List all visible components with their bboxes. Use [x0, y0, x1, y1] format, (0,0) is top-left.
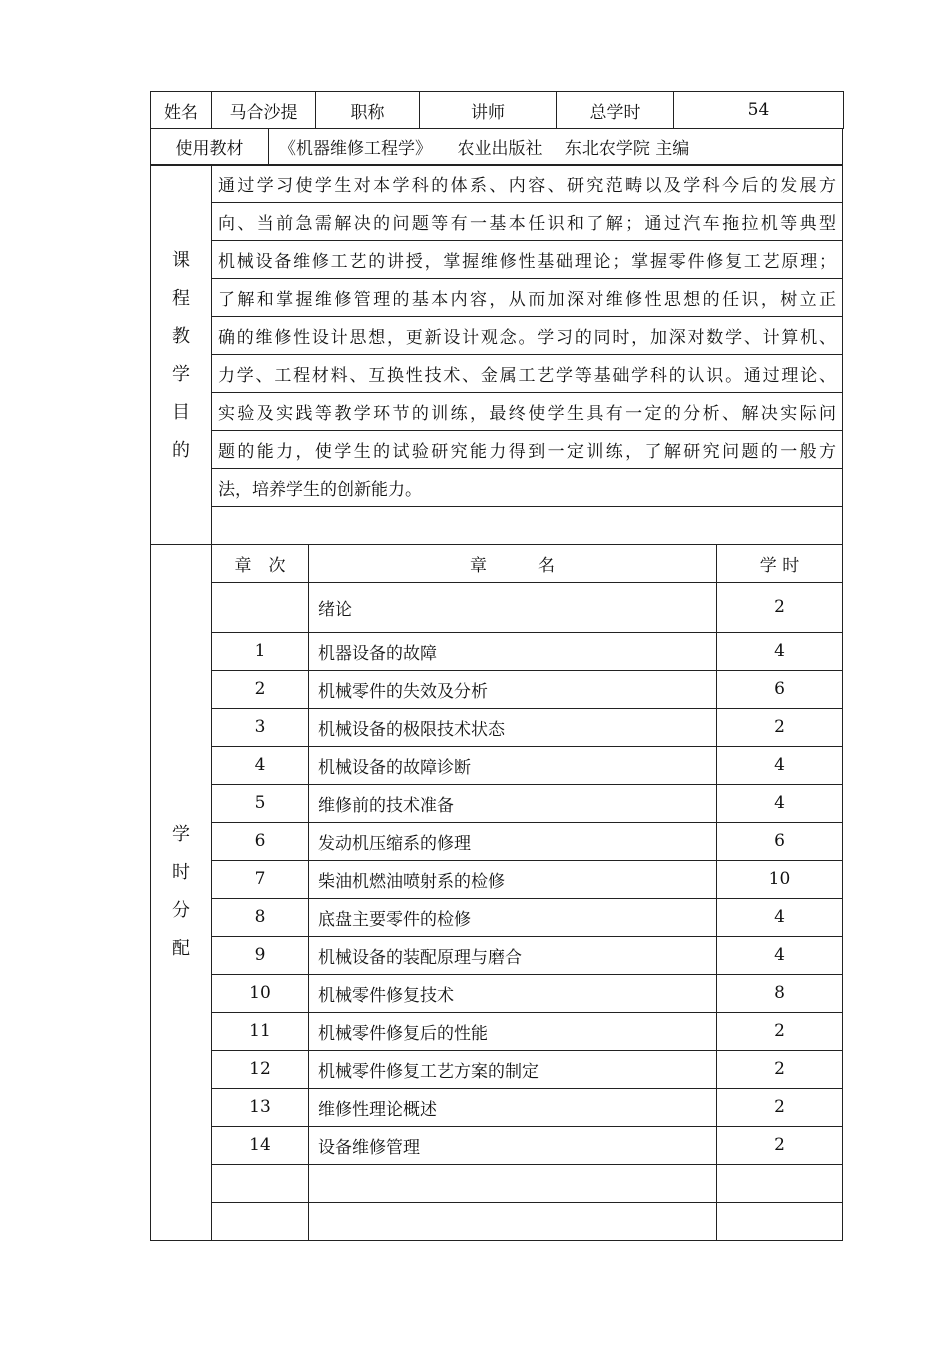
chapter-number: 10	[212, 974, 309, 1012]
chapter-name: 机械设备的故障诊断	[309, 746, 717, 784]
purpose-line: 法，培养学生的创新能力。	[212, 469, 843, 507]
chapter-number: 6	[212, 822, 309, 860]
hours-label: 总学时	[557, 92, 674, 129]
name-label: 姓名	[151, 92, 212, 129]
purpose-line: 了解和掌握维修管理的基本内容，从而加深对维修性思想的任识，树立正	[212, 279, 843, 317]
allocation-table	[150, 544, 843, 1241]
chapter-number: 13	[212, 1088, 309, 1126]
chapter-name: 设备维修管理	[309, 1126, 717, 1164]
purpose-label-char: 目	[172, 401, 190, 423]
chapter-number: 12	[212, 1050, 309, 1088]
chapter-name: 机械零件修复工艺方案的制定	[309, 1050, 717, 1088]
table-row	[151, 860, 843, 898]
textbook-label: 使用教材	[151, 128, 269, 165]
allocation-label	[151, 544, 212, 1240]
name-value: 马合沙提	[212, 92, 316, 129]
chapter-name: 机械零件修复后的性能	[309, 1012, 717, 1050]
chapter-number: 9	[212, 936, 309, 974]
empty-cell	[717, 1202, 843, 1240]
header-table	[150, 91, 844, 129]
table-row	[151, 784, 843, 822]
chapter-hours: 6	[717, 822, 843, 860]
chapter-name: 机械零件的失效及分析	[309, 670, 717, 708]
table-row	[151, 582, 843, 632]
purpose-line: 确的维修性设计思想，更新设计观念。学习的同时，加深对数学、计算机、	[212, 317, 843, 355]
purpose-label-char: 学	[172, 363, 190, 385]
chapter-hours: 2	[717, 1050, 843, 1088]
allocation-label-char: 配	[172, 938, 190, 959]
chapter-hours: 2	[717, 708, 843, 746]
textbook-value: 《机器维修工程学》 农业出版社 东北农学院 主编	[269, 128, 843, 165]
empty-cell	[309, 1164, 717, 1202]
purpose-line: 通过学习使学生对本学科的体系、内容、研究范畴以及学科今后的发展方	[212, 165, 843, 203]
table-row	[151, 1126, 843, 1164]
empty-cell	[212, 1202, 309, 1240]
empty-cell	[309, 1202, 717, 1240]
purpose-line: 力学、工程材料、互换性技术、金属工艺学等基础学科的认识。通过理论、	[212, 355, 843, 393]
table-row	[151, 1088, 843, 1126]
purpose-label-char: 教	[172, 325, 190, 347]
empty-cell	[212, 1164, 309, 1202]
empty-row	[151, 1164, 843, 1202]
table-row	[151, 898, 843, 936]
table-row	[151, 974, 843, 1012]
purpose-table	[150, 164, 843, 545]
hours-column-header: 学 时	[717, 544, 843, 582]
chapter-name: 维修性理论概述	[309, 1088, 717, 1126]
chapter-number: 5	[212, 784, 309, 822]
header-row-1	[151, 92, 844, 129]
chapter-number: 7	[212, 860, 309, 898]
chapter-hours: 10	[717, 860, 843, 898]
purpose-label	[151, 165, 212, 545]
allocation-label-char: 学	[172, 824, 190, 845]
purpose-label-char: 课	[172, 249, 190, 271]
table-row	[151, 1012, 843, 1050]
empty-row	[151, 1202, 843, 1240]
chapter-hours: 2	[717, 1088, 843, 1126]
chapter-hours: 2	[717, 1126, 843, 1164]
chapter-column-header: 章 次	[212, 544, 309, 582]
name-column-header: 章 名	[309, 544, 717, 582]
table-row	[151, 822, 843, 860]
textbook-table	[150, 128, 843, 166]
purpose-row-0	[151, 165, 843, 203]
chapter-number: 1	[212, 632, 309, 670]
chapter-name: 发动机压缩系的修理	[309, 822, 717, 860]
table-row	[151, 1050, 843, 1088]
chapter-name: 机械零件修复技术	[309, 974, 717, 1012]
chapter-hours: 8	[717, 974, 843, 1012]
chapter-number: 11	[212, 1012, 309, 1050]
purpose-line: 机械设备维修工艺的讲授，掌握维修性基础理论；掌握零件修复工艺原理；	[212, 241, 843, 279]
purpose-line: 向、当前急需解决的问题等有一基本任识和了解；通过汽车拖拉机等典型	[212, 203, 843, 241]
title-value: 讲师	[420, 92, 557, 129]
chapter-number: 14	[212, 1126, 309, 1164]
chapter-number: 4	[212, 746, 309, 784]
course-form	[150, 91, 843, 1241]
chapter-number: 8	[212, 898, 309, 936]
table-row	[151, 708, 843, 746]
chapter-name: 维修前的技术准备	[309, 784, 717, 822]
chapter-name: 绪论	[309, 582, 717, 632]
chapter-hours: 6	[717, 670, 843, 708]
chapter-number: 3	[212, 708, 309, 746]
allocation-label-char: 时	[172, 862, 190, 883]
purpose-empty-line	[212, 507, 843, 545]
purpose-label-char: 程	[172, 287, 190, 309]
empty-cell	[717, 1164, 843, 1202]
chapter-hours: 4	[717, 898, 843, 936]
chapter-number	[212, 582, 309, 632]
table-row	[151, 746, 843, 784]
allocation-label-char: 分	[172, 900, 190, 921]
chapter-hours: 4	[717, 746, 843, 784]
chapter-hours: 4	[717, 936, 843, 974]
chapter-name: 柴油机燃油喷射系的检修	[309, 860, 717, 898]
allocation-header-row	[151, 544, 843, 582]
table-row	[151, 670, 843, 708]
title-label: 职称	[316, 92, 420, 129]
chapter-name: 机械设备的极限技术状态	[309, 708, 717, 746]
chapter-name: 机器设备的故障	[309, 632, 717, 670]
textbook-row	[151, 128, 843, 165]
chapter-hours: 2	[717, 582, 843, 632]
table-row	[151, 936, 843, 974]
table-row	[151, 632, 843, 670]
chapter-number: 2	[212, 670, 309, 708]
chapter-hours: 2	[717, 1012, 843, 1050]
chapter-name: 底盘主要零件的检修	[309, 898, 717, 936]
chapter-hours: 4	[717, 632, 843, 670]
hours-value: 54	[674, 92, 844, 129]
chapter-hours: 4	[717, 784, 843, 822]
purpose-line: 实验及实践等教学环节的训练，最终使学生具有一定的分析、解决实际问	[212, 393, 843, 431]
chapter-name: 机械设备的装配原理与磨合	[309, 936, 717, 974]
purpose-label-char: 的	[172, 439, 190, 461]
purpose-line: 题的能力，使学生的试验研究能力得到一定训练，了解研究问题的一般方	[212, 431, 843, 469]
